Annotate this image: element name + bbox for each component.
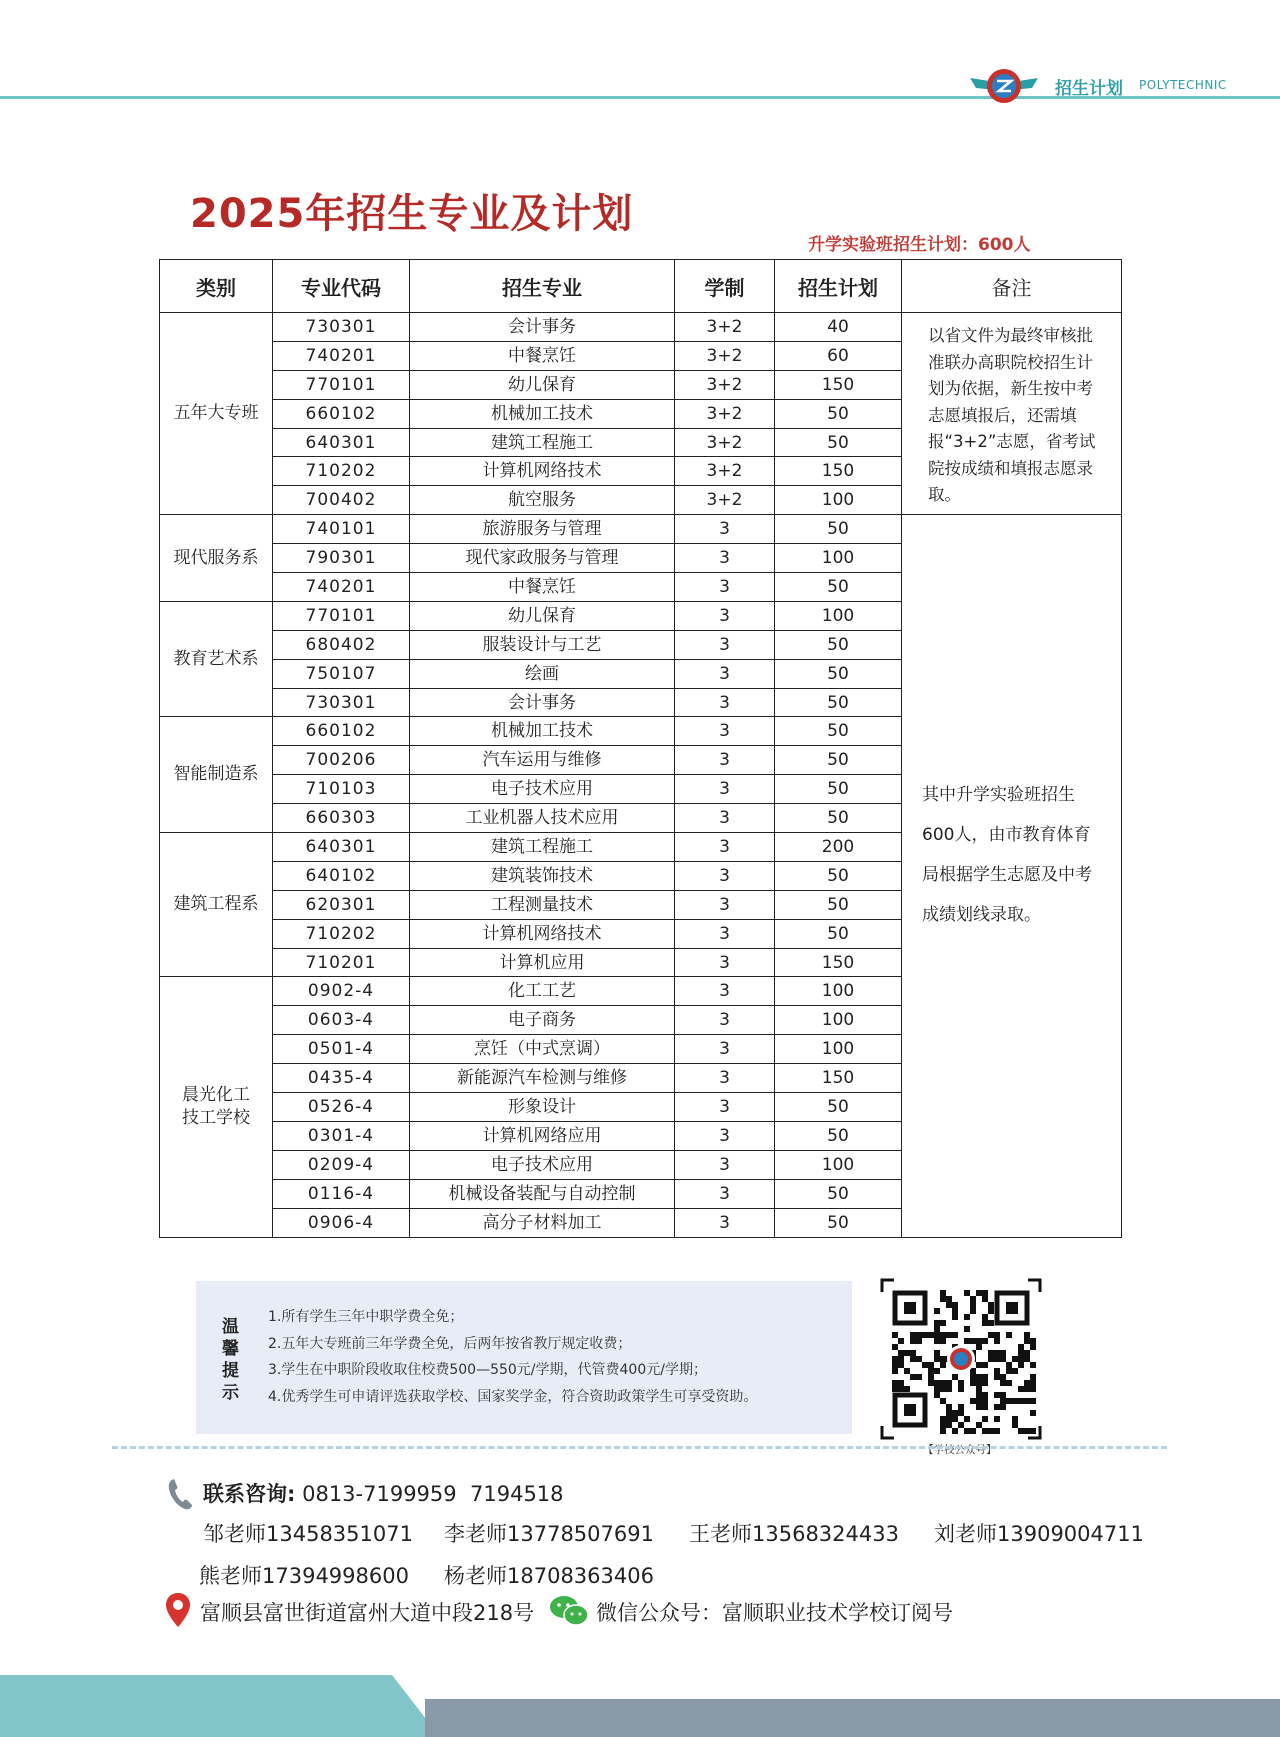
plan-cell: 50: [775, 717, 902, 746]
duration-cell: 3: [675, 919, 775, 948]
page-title: 2025年招生专业及计划: [190, 191, 634, 237]
code-cell: 770101: [273, 370, 410, 399]
code-cell: 710202: [273, 457, 410, 486]
major-cell: 建筑装饰技术: [410, 861, 675, 890]
qr-caption: 【学校公众号】: [923, 1444, 997, 1456]
duration-cell: 3: [675, 948, 775, 977]
duration-cell: 3: [675, 659, 775, 688]
major-cell: 计算机应用: [410, 948, 675, 977]
plan-cell: 60: [775, 341, 902, 370]
code-cell: 740201: [273, 573, 410, 602]
duration-cell: 3: [675, 977, 775, 1006]
table-row: [160, 515, 1122, 544]
code-cell: 0301-4: [273, 1121, 410, 1150]
contact-line: [203, 1478, 564, 1508]
teacher-phone[interactable]: 刘老师13909004711: [934, 1522, 1144, 1546]
plan-cell: 200: [775, 833, 902, 862]
duration-cell: 3: [675, 717, 775, 746]
major-cell: 航空服务: [410, 486, 675, 515]
duration-cell: 3: [675, 833, 775, 862]
code-cell: 640301: [273, 833, 410, 862]
code-cell: 640102: [273, 861, 410, 890]
code-cell: 710103: [273, 775, 410, 804]
major-cell: 绘画: [410, 659, 675, 688]
table-row: [160, 313, 1122, 342]
duration-cell: 3: [675, 861, 775, 890]
col-header-major: 招生专业: [410, 260, 675, 313]
major-cell: 幼儿保育: [410, 601, 675, 630]
duration-cell: 3+2: [675, 428, 775, 457]
duration-cell: 3: [675, 1035, 775, 1064]
category-cell: 建筑工程系: [160, 833, 273, 977]
contact-phone-1[interactable]: 0813-7199959: [302, 1482, 457, 1506]
duration-cell: 3+2: [675, 313, 775, 342]
plan-cell: 50: [775, 399, 902, 428]
footer-band-gray: [425, 1699, 1280, 1737]
duration-cell: 3: [675, 515, 775, 544]
code-cell: 750107: [273, 659, 410, 688]
code-cell: 660102: [273, 717, 410, 746]
major-cell: 机械设备装配与自动控制: [410, 1179, 675, 1208]
col-header-category: 类别: [160, 260, 273, 313]
plan-cell: 50: [775, 659, 902, 688]
plan-cell: 100: [775, 544, 902, 573]
wechat-icon: [549, 1594, 589, 1628]
major-cell: 中餐烹饪: [410, 341, 675, 370]
header-title: 招生计划: [1055, 79, 1123, 99]
teacher-phone[interactable]: 李老师13778507691: [444, 1522, 654, 1546]
plan-cell: 50: [775, 573, 902, 602]
major-cell: 服装设计与工艺: [410, 630, 675, 659]
plan-cell: 50: [775, 775, 902, 804]
duration-cell: 3: [675, 890, 775, 919]
major-cell: 旅游服务与管理: [410, 515, 675, 544]
major-cell: 机械加工技术: [410, 717, 675, 746]
major-cell: 化工工艺: [410, 977, 675, 1006]
table-header-row: [160, 260, 1122, 313]
major-cell: 机械加工技术: [410, 399, 675, 428]
plan-cell: 100: [775, 1150, 902, 1179]
location-pin-icon: [164, 1592, 192, 1628]
teacher-phone[interactable]: 杨老师18708363406: [444, 1564, 654, 1588]
col-header-plan: 招生计划: [775, 260, 902, 313]
code-cell: 680402: [273, 630, 410, 659]
major-cell: 建筑工程施工: [410, 833, 675, 862]
contact-label: 联系咨询:: [203, 1482, 296, 1506]
phone-icon: [166, 1476, 194, 1512]
code-cell: 660102: [273, 399, 410, 428]
duration-cell: 3: [675, 746, 775, 775]
duration-cell: 3: [675, 688, 775, 717]
tip-item: 3.学生在中职阶段收取住校费500—550元/学期，代管费400元/学期；: [268, 1362, 707, 1378]
tip-item: 4.优秀学生可申请评选获取学校、国家奖学金，符合资助政策学生可享受资助。: [268, 1388, 758, 1405]
plan-cell: 100: [775, 486, 902, 515]
plan-cell: 100: [775, 1035, 902, 1064]
contact-phone-2[interactable]: 7194518: [470, 1482, 564, 1506]
plan-cell: 40: [775, 313, 902, 342]
code-cell: 0501-4: [273, 1035, 410, 1064]
plan-note: 升学实验班招生计划：600人: [808, 235, 1031, 255]
plan-cell: 150: [775, 948, 902, 977]
code-cell: 0435-4: [273, 1064, 410, 1093]
plan-cell: 100: [775, 977, 902, 1006]
school-logo-icon: [968, 64, 1040, 108]
major-cell: 幼儿保育: [410, 370, 675, 399]
code-cell: 0603-4: [273, 1006, 410, 1035]
plan-cell: 50: [775, 688, 902, 717]
tips-list: [268, 1304, 757, 1410]
code-cell: 730301: [273, 688, 410, 717]
major-cell: 会计事务: [410, 688, 675, 717]
major-cell: 建筑工程施工: [410, 428, 675, 457]
plan-cell: 100: [775, 1006, 902, 1035]
header-subtitle: POLYTECHNIC: [1139, 78, 1227, 92]
plan-cell: 50: [775, 515, 902, 544]
major-cell: 现代家政服务与管理: [410, 544, 675, 573]
duration-cell: 3: [675, 775, 775, 804]
major-cell: 烹饪（中式烹调）: [410, 1035, 675, 1064]
remark-other-programs: 其中升学实验班招生600人，由市教育体育局根据学生志愿及中考成绩划线录取。: [902, 515, 1122, 1237]
plan-cell: 50: [775, 919, 902, 948]
plan-cell: 50: [775, 1093, 902, 1122]
duration-cell: 3: [675, 1121, 775, 1150]
major-cell: 高分子材料加工: [410, 1208, 675, 1237]
code-cell: 740201: [273, 341, 410, 370]
duration-cell: 3: [675, 804, 775, 833]
plan-cell: 50: [775, 1179, 902, 1208]
code-cell: 700402: [273, 486, 410, 515]
footer-band-teal: [0, 1675, 440, 1737]
duration-cell: 3: [675, 1006, 775, 1035]
table-body: [160, 313, 1122, 1238]
duration-cell: 3: [675, 1150, 775, 1179]
duration-cell: 3+2: [675, 486, 775, 515]
tips-label: 温馨提示: [222, 1317, 239, 1403]
code-cell: 620301: [273, 890, 410, 919]
code-cell: 770101: [273, 601, 410, 630]
code-cell: 730301: [273, 313, 410, 342]
remark-five-year: 以省文件为最终审核批准联办高职院校招生计划为依据，新生按中考志愿填报后，还需填报“3+2”志愿，省考试院按成绩和填报志愿录取。: [902, 313, 1122, 515]
tip-item: 1.所有学生三年中职学费全免；: [268, 1309, 464, 1325]
code-cell: 640301: [273, 428, 410, 457]
plan-cell: 150: [775, 457, 902, 486]
enrollment-table: [159, 259, 1122, 1238]
code-cell: 740101: [273, 515, 410, 544]
major-cell: 汽车运用与维修: [410, 746, 675, 775]
plan-cell: 50: [775, 746, 902, 775]
major-cell: 新能源汽车检测与维修: [410, 1064, 675, 1093]
tip-item: 2.五年大专班前三年学费全免，后两年按省教厅规定收费；: [268, 1335, 632, 1352]
major-cell: 工业机器人技术应用: [410, 804, 675, 833]
code-cell: 0209-4: [273, 1150, 410, 1179]
code-cell: 660303: [273, 804, 410, 833]
category-cell: 五年大专班: [160, 313, 273, 515]
plan-cell: 150: [775, 370, 902, 399]
major-cell: 会计事务: [410, 313, 675, 342]
major-cell: 电子技术应用: [410, 1150, 675, 1179]
plan-cell: 50: [775, 804, 902, 833]
teacher-phone[interactable]: 王老师13568324433: [689, 1522, 899, 1546]
major-cell: 计算机网络技术: [410, 919, 675, 948]
major-cell: 中餐烹饪: [410, 573, 675, 602]
duration-cell: 3: [675, 601, 775, 630]
duration-cell: 3+2: [675, 457, 775, 486]
category-cell: 晨光化工 技工学校: [160, 977, 273, 1237]
category-cell: 教育艺术系: [160, 601, 273, 717]
code-cell: 790301: [273, 544, 410, 573]
wechat-account: 微信公众号：富顺职业技术学校订阅号: [596, 1601, 953, 1625]
col-header-remark: 备注: [902, 260, 1122, 313]
duration-cell: 3: [675, 630, 775, 659]
duration-cell: 3: [675, 1208, 775, 1237]
plan-cell: 50: [775, 890, 902, 919]
teacher-phone[interactable]: 熊老师17394998600: [199, 1564, 409, 1588]
teacher-phone[interactable]: 邹老师13458351071: [203, 1522, 413, 1546]
code-cell: 710202: [273, 919, 410, 948]
major-cell: 计算机网络应用: [410, 1121, 675, 1150]
plan-cell: 50: [775, 1208, 902, 1237]
duration-cell: 3: [675, 1064, 775, 1093]
plan-cell: 50: [775, 428, 902, 457]
duration-cell: 3: [675, 573, 775, 602]
code-cell: 0906-4: [273, 1208, 410, 1237]
category-cell: 现代服务系: [160, 515, 273, 602]
major-cell: 工程测量技术: [410, 890, 675, 919]
school-address: 富顺县富世街道富州大道中段218号: [200, 1601, 535, 1625]
major-cell: 电子技术应用: [410, 775, 675, 804]
col-header-duration: 学制: [675, 260, 775, 313]
major-cell: 计算机网络技术: [410, 457, 675, 486]
code-cell: 0526-4: [273, 1093, 410, 1122]
code-cell: 710201: [273, 948, 410, 977]
plan-cell: 50: [775, 1121, 902, 1150]
duration-cell: 3: [675, 544, 775, 573]
major-cell: 形象设计: [410, 1093, 675, 1122]
code-cell: 0116-4: [273, 1179, 410, 1208]
plan-cell: 150: [775, 1064, 902, 1093]
duration-cell: 3: [675, 1179, 775, 1208]
duration-cell: 3+2: [675, 341, 775, 370]
major-cell: 电子商务: [410, 1006, 675, 1035]
code-cell: 0902-4: [273, 977, 410, 1006]
plan-cell: 50: [775, 861, 902, 890]
plan-cell: 100: [775, 601, 902, 630]
category-cell: 智能制造系: [160, 717, 273, 833]
duration-cell: 3: [675, 1093, 775, 1122]
code-cell: 700206: [273, 746, 410, 775]
duration-cell: 3+2: [675, 370, 775, 399]
section-divider: [112, 1446, 1167, 1449]
plan-cell: 50: [775, 630, 902, 659]
col-header-code: 专业代码: [273, 260, 410, 313]
duration-cell: 3+2: [675, 399, 775, 428]
wechat-qr-code-icon: [880, 1278, 1042, 1440]
